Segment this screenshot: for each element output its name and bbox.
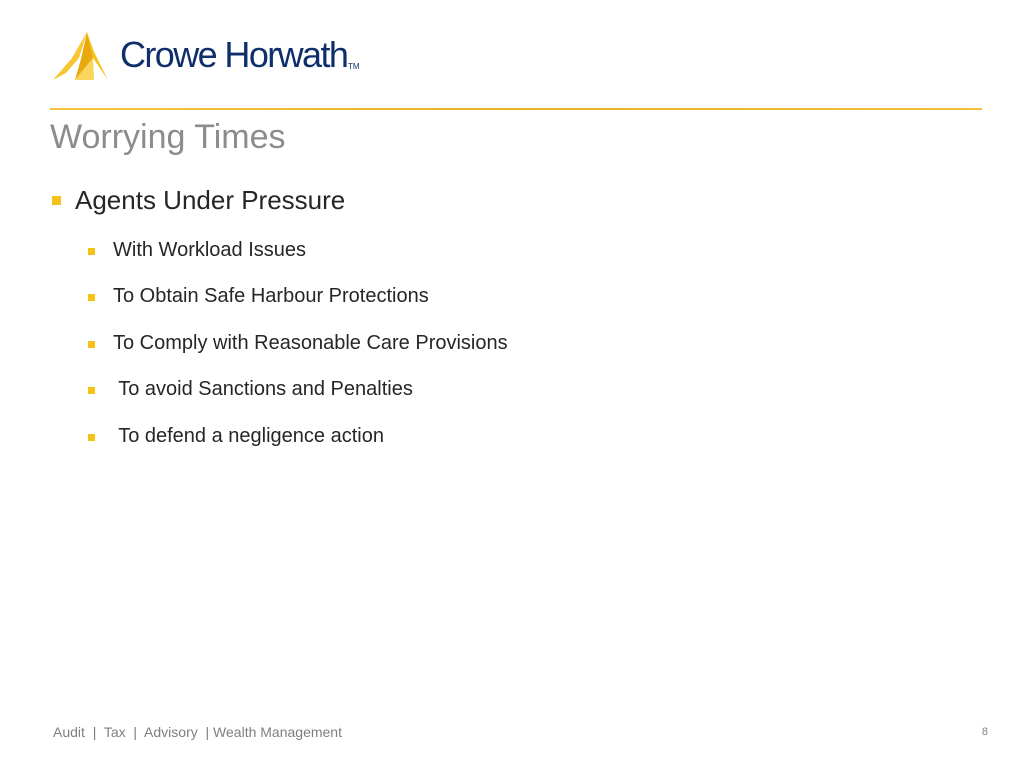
company-logo: [50, 28, 380, 84]
sub-bullet: With Workload Issues: [113, 239, 307, 261]
sub-bullet: To defend a negligence action: [113, 425, 384, 447]
peak-logo-icon: [50, 28, 110, 82]
footer-service-lines: Audit | Tax | Advisory | Wealth Management: [53, 724, 342, 740]
brand-wordmark: Crowe Horwath: [120, 34, 348, 75]
bullet-square-icon: [88, 434, 95, 441]
bullet-square-icon: [88, 387, 95, 394]
slide-title: Worrying Times: [50, 118, 286, 156]
trademark-symbol: TM: [348, 62, 360, 71]
page-number: 8: [981, 726, 988, 738]
sub-bullet: To Obtain Safe Harbour Protections: [113, 285, 429, 307]
bullet-square-icon: [88, 248, 95, 255]
bullet-square-icon: [88, 294, 95, 301]
sub-bullet: To Comply with Reasonable Care Provisions: [113, 332, 508, 354]
sub-bullet: To avoid Sanctions and Penalties: [113, 378, 413, 400]
bullet-square-icon: [88, 341, 95, 348]
bullet-square-icon: [52, 196, 61, 205]
header-divider: [50, 108, 982, 110]
main-bullet: Agents Under Pressure: [75, 185, 346, 215]
